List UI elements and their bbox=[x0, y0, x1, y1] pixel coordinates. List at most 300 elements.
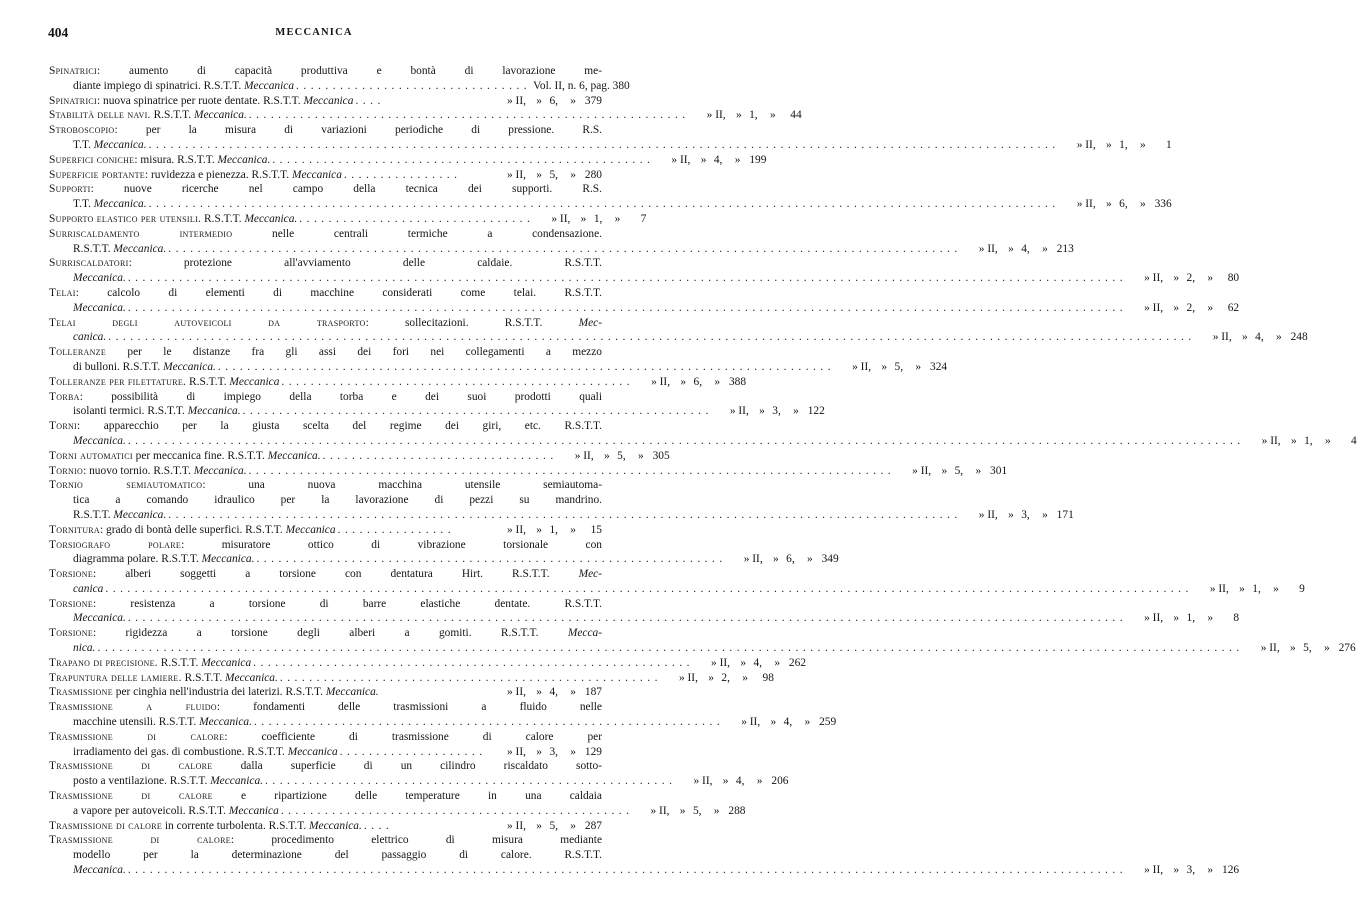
entry-heading: Torsione bbox=[49, 597, 94, 610]
issue-number: 6, bbox=[786, 553, 795, 566]
entry-line bbox=[49, 567, 602, 582]
dot-leader: ........................................................................................................................................ bbox=[127, 612, 1128, 625]
volume-reference bbox=[1246, 641, 1356, 656]
entry-heading: Trasmissione di calore bbox=[49, 834, 231, 847]
ditto-mark: » bbox=[536, 94, 542, 107]
page-reference: 62 bbox=[1227, 301, 1240, 314]
volume-reference bbox=[636, 804, 746, 819]
entry-heading: Trasmissione di calore bbox=[49, 730, 225, 743]
ditto-mark: » bbox=[1324, 434, 1331, 447]
issue-number: 1, bbox=[749, 109, 758, 122]
volume-reference bbox=[726, 715, 836, 730]
index-entry bbox=[49, 685, 602, 700]
ditto-mark: » bbox=[1042, 242, 1048, 255]
entry-line bbox=[49, 833, 602, 848]
entry-text bbox=[49, 227, 602, 242]
entry-text bbox=[73, 404, 241, 419]
entry-line bbox=[49, 523, 602, 538]
page-header bbox=[48, 25, 580, 43]
entry-line bbox=[49, 759, 602, 774]
volume-reference bbox=[1129, 611, 1239, 626]
volume-reference bbox=[664, 671, 774, 686]
ditto-mark: » bbox=[881, 360, 888, 373]
entry-description: per cinghia nell'industria dei laterizi. R.S.T.T. bbox=[112, 686, 326, 699]
ditto-mark: » bbox=[804, 716, 811, 729]
page-reference: 122 bbox=[807, 405, 825, 418]
issue-number: 6, bbox=[549, 94, 558, 107]
ditto-mark: » bbox=[742, 671, 748, 684]
entry-line bbox=[49, 508, 1074, 523]
volume-reference bbox=[1129, 301, 1239, 316]
entry-heading: Surriscaldamento intermedio bbox=[49, 227, 233, 240]
entry-description: nelle centrali termiche a condensazione. bbox=[232, 227, 602, 240]
entry-line bbox=[49, 582, 1305, 597]
index-entry bbox=[49, 819, 602, 834]
ditto-mark: » bbox=[770, 716, 777, 729]
entry-text bbox=[73, 360, 216, 375]
entry-line bbox=[49, 671, 774, 686]
page-reference: 276 bbox=[1338, 642, 1356, 655]
entry-line bbox=[49, 804, 746, 819]
ditto-mark: » bbox=[1008, 508, 1014, 521]
volume-number: » II, bbox=[574, 449, 594, 462]
ditto-mark: » bbox=[1173, 612, 1180, 625]
page-reference: 288 bbox=[728, 804, 746, 817]
ditto-mark: » bbox=[637, 449, 644, 462]
ditto-mark: » bbox=[700, 153, 707, 166]
issue-number: 5, bbox=[549, 819, 558, 832]
ditto-mark: » bbox=[536, 168, 542, 181]
entry-line bbox=[49, 597, 602, 612]
ditto-mark: » bbox=[941, 464, 948, 477]
page-reference: 9 bbox=[1299, 582, 1305, 595]
volume-number: » II, bbox=[551, 212, 571, 225]
ditto-mark: » bbox=[1008, 242, 1014, 255]
index-entry bbox=[49, 419, 1357, 449]
entry-line bbox=[49, 360, 948, 375]
volume-reference bbox=[492, 94, 602, 109]
volume-number: » II, bbox=[1144, 272, 1164, 285]
index-entry bbox=[49, 153, 767, 168]
dot-leader: ........................................................................................................................................ bbox=[127, 864, 1128, 877]
volume-reference bbox=[1129, 271, 1239, 286]
entry-text bbox=[49, 567, 602, 582]
ditto-mark: » bbox=[1324, 642, 1330, 655]
magazine-name: Meccanica. bbox=[309, 819, 362, 832]
dot-leader: ............................................................ bbox=[253, 656, 695, 669]
entry-text bbox=[73, 493, 602, 508]
entry-heading: Tornio semiautomatico bbox=[49, 479, 203, 492]
entry-description: R.S.T.T. bbox=[186, 375, 230, 388]
entry-heading: Stabilità delle navi. bbox=[49, 109, 151, 122]
ditto-mark: » bbox=[1042, 508, 1048, 521]
index-entry bbox=[49, 449, 670, 464]
magazine-name: Mecca- bbox=[567, 627, 602, 640]
entry-line bbox=[49, 819, 602, 834]
entry-line bbox=[49, 863, 1240, 878]
index-entry bbox=[49, 700, 837, 730]
dot-leader: ............................................................................................................................................................ bbox=[97, 642, 1244, 655]
entry-description: : grado di bontà delle superfici. R.S.T.T. bbox=[100, 523, 286, 536]
page-reference: 259 bbox=[819, 716, 837, 729]
volume-reference bbox=[492, 685, 602, 700]
ditto-mark: » bbox=[1207, 612, 1214, 625]
issue-number: 5, bbox=[1303, 642, 1312, 655]
entry-text bbox=[73, 330, 106, 345]
magazine-name: Meccanica. bbox=[217, 153, 271, 166]
entry-line bbox=[49, 700, 602, 715]
index-entry bbox=[49, 671, 774, 686]
dot-leader: ............................................................................................................ bbox=[168, 242, 962, 255]
magazine-name: Mec- bbox=[578, 568, 602, 581]
entry-line bbox=[49, 493, 602, 508]
entry-line bbox=[49, 375, 747, 390]
entry-line bbox=[49, 656, 807, 671]
entry-description: modello per la determinazione del passaggio di calore. R.S.T.T. bbox=[73, 849, 602, 862]
entry-line bbox=[49, 552, 839, 567]
volume-number: » II, bbox=[1144, 612, 1164, 625]
volume-number: » II, bbox=[678, 671, 698, 684]
volume-number: » II, bbox=[852, 360, 872, 373]
entry-description: : possibilità di impiego della torba e dei suoi prodotti quali bbox=[79, 390, 602, 403]
magazine-name: canica bbox=[73, 582, 104, 595]
ditto-mark: » bbox=[570, 94, 576, 107]
issue-number: 3, bbox=[1186, 864, 1196, 877]
page-reference: 15 bbox=[590, 523, 602, 536]
volume-reference bbox=[492, 523, 602, 538]
entry-line bbox=[49, 538, 602, 553]
volume-number: » II, bbox=[651, 375, 671, 388]
entry-description: : alberi soggetti a torsione con dentatura Hirt. R.S.T.T. bbox=[93, 568, 579, 581]
entry-text bbox=[73, 745, 338, 760]
running-title: MECCANICA bbox=[275, 27, 353, 38]
entry-text bbox=[73, 197, 147, 212]
index-entry bbox=[49, 168, 602, 183]
magazine-name: Meccanica. bbox=[210, 775, 263, 788]
entry-line bbox=[49, 212, 647, 227]
issue-number: 4, bbox=[753, 656, 763, 669]
entry-text bbox=[49, 375, 279, 390]
ditto-mark: » bbox=[773, 553, 779, 566]
ditto-mark: » bbox=[680, 375, 687, 388]
issue-number: 4, bbox=[735, 775, 745, 788]
entry-description: e ripartizione delle temperature in una caldaia bbox=[212, 790, 602, 803]
entry-text bbox=[73, 434, 126, 449]
entry-description: per meccanica fine. R.S.T.T. bbox=[132, 449, 268, 462]
index-entry bbox=[49, 626, 1356, 656]
entry-text bbox=[73, 138, 147, 153]
entry-heading: Surriscaldatori bbox=[49, 257, 129, 270]
ditto-mark: » bbox=[614, 212, 621, 225]
dot-leader: ............................................................................................................ bbox=[168, 508, 962, 521]
entry-description: R.S.T.T. bbox=[157, 656, 202, 669]
entry-heading: Trapano di precisione. bbox=[49, 656, 158, 669]
issue-number: 1, bbox=[549, 523, 558, 536]
ditto-mark: » bbox=[679, 804, 686, 817]
magazine-name: Meccanica bbox=[285, 523, 336, 536]
issue-number: 5, bbox=[894, 360, 904, 373]
volume-reference bbox=[1195, 582, 1305, 597]
entry-line bbox=[49, 478, 602, 493]
issue-number: 6, bbox=[1119, 198, 1128, 211]
volume-number: » II, bbox=[507, 745, 526, 758]
ditto-mark: » bbox=[536, 523, 542, 536]
ditto-mark: » bbox=[1207, 301, 1214, 314]
issue-number: 2, bbox=[1186, 301, 1196, 314]
entry-line bbox=[49, 256, 602, 271]
volume-reference bbox=[692, 108, 802, 123]
page-reference: 336 bbox=[1154, 198, 1172, 211]
entry-text bbox=[49, 759, 602, 774]
ditto-mark: » bbox=[1140, 198, 1146, 211]
entry-description: : apparecchio per la giusta scelta del regime dei giri, etc. R.S.T.T. bbox=[77, 420, 602, 433]
magazine-name: Meccanica bbox=[291, 168, 342, 181]
magazine-name: canica. bbox=[73, 331, 107, 344]
entry-text bbox=[49, 94, 353, 109]
entry-description: : nuovo tornio. R.S.T.T. bbox=[83, 464, 194, 477]
entry-heading: Torsione bbox=[49, 568, 94, 581]
entry-line bbox=[49, 79, 630, 94]
page-reference: 199 bbox=[749, 153, 767, 166]
entry-description: macchine utensili. R.S.T.T. bbox=[73, 716, 200, 729]
entry-heading: Torsione bbox=[49, 627, 94, 640]
entry-text bbox=[49, 478, 602, 493]
entry-text bbox=[73, 242, 166, 257]
page-reference: 324 bbox=[930, 360, 948, 373]
dot-leader: .................................................... bbox=[272, 153, 655, 166]
entry-description: R.S.T.T. bbox=[201, 212, 245, 225]
issue-number: 1, bbox=[1252, 582, 1261, 595]
entry-description: posto a ventilazione. R.S.T.T. bbox=[73, 775, 211, 788]
issue-number: 2, bbox=[1186, 272, 1196, 285]
ditto-mark: » bbox=[580, 212, 587, 225]
entry-text bbox=[49, 789, 602, 804]
page-reference: 388 bbox=[728, 375, 747, 388]
magazine-name: Meccanica. bbox=[113, 242, 167, 255]
entry-description: : per la misura di variazioni periodiche di pressione. R.S. bbox=[114, 124, 602, 137]
volume-reference: Vol. II, n. 6, pag. 380 bbox=[533, 79, 630, 92]
ditto-mark: » bbox=[1173, 301, 1180, 314]
entry-heading: Tolleranze bbox=[49, 346, 107, 359]
entry-description: : sollecitazioni. R.S.T.T. bbox=[365, 316, 579, 329]
ditto-mark: » bbox=[1207, 864, 1214, 877]
ditto-mark: » bbox=[570, 168, 576, 181]
entry-description: isolanti termici. R.S.T.T. bbox=[73, 405, 188, 418]
dot-leader: ........................................................................................................................................ bbox=[127, 272, 1128, 285]
entry-text bbox=[73, 848, 602, 863]
volume-number: » II, bbox=[1144, 864, 1164, 877]
entry-heading: Superficie portante bbox=[49, 168, 145, 181]
volume-reference bbox=[696, 656, 806, 671]
magazine-name: Meccanica. bbox=[225, 671, 278, 684]
volume-number: » II, bbox=[743, 553, 763, 566]
dot-leader: .................................................................................................................................................... bbox=[105, 582, 1193, 595]
dot-leader: ................ bbox=[337, 523, 456, 536]
magazine-name: Meccanica. bbox=[193, 464, 247, 477]
index-entry bbox=[49, 182, 1172, 212]
index-entry bbox=[49, 789, 746, 819]
entry-line bbox=[49, 168, 602, 183]
magazine-name: Meccanica bbox=[244, 79, 295, 92]
volume-reference bbox=[636, 375, 746, 390]
page-reference: 287 bbox=[584, 819, 602, 832]
entry-description: in corrente turbolenta. R.S.T.T. bbox=[162, 819, 310, 832]
dot-leader: ........................................................................................................................................................ bbox=[127, 434, 1245, 447]
page-reference: 44 bbox=[790, 109, 802, 122]
dot-leader: .... bbox=[355, 94, 385, 107]
entry-line bbox=[49, 774, 789, 789]
entry-line bbox=[49, 730, 602, 745]
entry-heading: Tornio bbox=[49, 464, 84, 477]
ditto-mark: » bbox=[793, 405, 799, 418]
magazine-name: Meccanica bbox=[201, 656, 252, 669]
entry-text bbox=[49, 286, 602, 301]
entry-line bbox=[49, 286, 602, 301]
entry-heading: Tornitura bbox=[49, 523, 100, 536]
volume-number: » II, bbox=[1212, 331, 1232, 344]
volume-reference bbox=[1062, 138, 1172, 153]
entry-text bbox=[49, 656, 251, 671]
entry-line bbox=[49, 330, 1308, 345]
entry-description: per le distanze fra gli assi dei fori nei collegamenti a mezzo bbox=[106, 346, 602, 359]
entry-line bbox=[49, 641, 1356, 656]
entry-line bbox=[49, 227, 602, 242]
ditto-mark: » bbox=[536, 686, 542, 699]
issue-number: 4, bbox=[1021, 242, 1030, 255]
entry-heading: Torba bbox=[49, 390, 80, 403]
issue-number: 3, bbox=[1021, 508, 1030, 521]
volume-number: » II, bbox=[693, 775, 713, 788]
volume-number: » II, bbox=[507, 686, 526, 699]
entry-heading: Telai bbox=[49, 286, 76, 299]
ditto-mark: » bbox=[536, 819, 542, 832]
entry-description: diante impiego di spinatrici. R.S.T.T. bbox=[73, 79, 245, 92]
dot-leader: ................................ bbox=[299, 212, 535, 225]
entry-line bbox=[49, 345, 602, 360]
entry-heading: Trasmissione di calore bbox=[49, 819, 163, 832]
entry-description: : una nuova macchina utensile semiautoma- bbox=[202, 479, 602, 492]
page-reference: 4 bbox=[1350, 434, 1357, 447]
magazine-name: Meccanica bbox=[228, 804, 279, 817]
entry-heading: Torsiografo polare bbox=[49, 538, 182, 551]
entry-text bbox=[49, 153, 270, 168]
page-reference: 126 bbox=[1222, 864, 1240, 877]
entry-line bbox=[49, 123, 602, 138]
page-reference: 171 bbox=[1056, 508, 1074, 521]
entry-heading: Supporto elastico per utensili. bbox=[49, 212, 202, 225]
entry-line bbox=[49, 464, 1008, 479]
issue-number: 1, bbox=[1186, 612, 1196, 625]
magazine-name: Meccanica. bbox=[325, 686, 379, 699]
entry-text bbox=[73, 641, 95, 656]
entry-line bbox=[49, 789, 602, 804]
ditto-mark: » bbox=[536, 745, 542, 758]
dot-leader: ........................................................ bbox=[265, 775, 677, 788]
entry-text bbox=[49, 700, 602, 715]
page-reference: 248 bbox=[1290, 331, 1308, 344]
index-entry bbox=[49, 375, 747, 390]
entry-line bbox=[49, 419, 602, 434]
issue-number: 5, bbox=[692, 804, 702, 817]
volume-reference bbox=[729, 552, 839, 567]
volume-reference bbox=[715, 404, 825, 419]
page-reference: 80 bbox=[1227, 272, 1240, 285]
entry-line bbox=[49, 390, 602, 405]
ditto-mark: » bbox=[734, 153, 741, 166]
dot-leader: ................................ bbox=[296, 79, 532, 92]
dot-leader: ........................................................................................................................................ bbox=[127, 301, 1128, 314]
volume-reference bbox=[656, 153, 766, 168]
page-reference: 280 bbox=[584, 168, 602, 181]
entry-description: R.S.T.T. bbox=[73, 508, 114, 521]
entry-text bbox=[49, 256, 602, 271]
entry-line bbox=[49, 848, 602, 863]
index-entry bbox=[49, 64, 630, 94]
volume-reference bbox=[492, 819, 602, 834]
entry-text bbox=[49, 168, 342, 183]
ditto-mark: » bbox=[603, 449, 610, 462]
entry-text bbox=[49, 449, 321, 464]
ditto-mark: » bbox=[570, 745, 576, 758]
volume-number: » II, bbox=[912, 464, 932, 477]
entry-text bbox=[49, 390, 602, 405]
entry-description: : resistenza a torsione di barre elastiche dentate. R.S.T.T. bbox=[93, 597, 602, 610]
entry-text bbox=[49, 64, 602, 79]
entry-description: : protezione all'avviamento delle caldaie. R.S.T.T. bbox=[128, 257, 602, 270]
page-reference: 98 bbox=[762, 671, 774, 684]
index-entry bbox=[49, 227, 1074, 257]
entry-heading: Trapuntura delle lamiere. bbox=[49, 671, 182, 684]
entry-text bbox=[49, 538, 602, 553]
entry-text bbox=[49, 833, 602, 848]
entry-text bbox=[49, 182, 602, 197]
magazine-name: Meccanica. bbox=[73, 434, 126, 447]
ditto-mark: » bbox=[570, 686, 576, 699]
ditto-mark: » bbox=[722, 775, 729, 788]
entry-description: : coefficiente di trasmissione di calore per bbox=[224, 730, 602, 743]
issue-number: 4, bbox=[1255, 331, 1264, 344]
dot-leader: ................................................ bbox=[280, 804, 634, 817]
entry-line bbox=[49, 197, 1172, 212]
entry-description: irradiamento dei gas. di combustione. R.S.T.T. bbox=[73, 745, 288, 758]
ditto-mark: » bbox=[1106, 198, 1112, 211]
volume-reference bbox=[1247, 434, 1357, 449]
volume-number: » II, bbox=[650, 804, 670, 817]
entry-description: di bulloni. R.S.T.T. bbox=[73, 360, 164, 373]
ditto-mark: » bbox=[714, 375, 721, 388]
volume-reference bbox=[560, 449, 670, 464]
ditto-mark: » bbox=[1275, 331, 1282, 344]
ditto-mark: » bbox=[759, 405, 765, 418]
entry-text bbox=[49, 108, 247, 123]
page-reference: 206 bbox=[771, 775, 789, 788]
volume-number: » II, bbox=[1144, 301, 1164, 314]
entry-description: tica a comando idraulico per la lavorazione di pezzi su mandrino. bbox=[73, 494, 602, 507]
entry-description: : ruvidezza e pienezza. R.S.T.T. bbox=[145, 168, 292, 181]
issue-number: 4, bbox=[783, 716, 793, 729]
volume-reference bbox=[1129, 863, 1239, 878]
entry-heading: Telai degli autoveicoli da trasporto bbox=[49, 316, 366, 329]
entry-text bbox=[49, 597, 602, 612]
dot-leader: ................................................ bbox=[281, 375, 635, 388]
page-reference: 262 bbox=[788, 656, 807, 669]
issue-number: 4, bbox=[549, 686, 558, 699]
volume-reference bbox=[964, 242, 1074, 257]
entry-text bbox=[49, 523, 336, 538]
entry-description: T.T. bbox=[73, 138, 94, 151]
magazine-name: Meccanica. bbox=[73, 301, 126, 314]
index-entries bbox=[49, 64, 1357, 878]
